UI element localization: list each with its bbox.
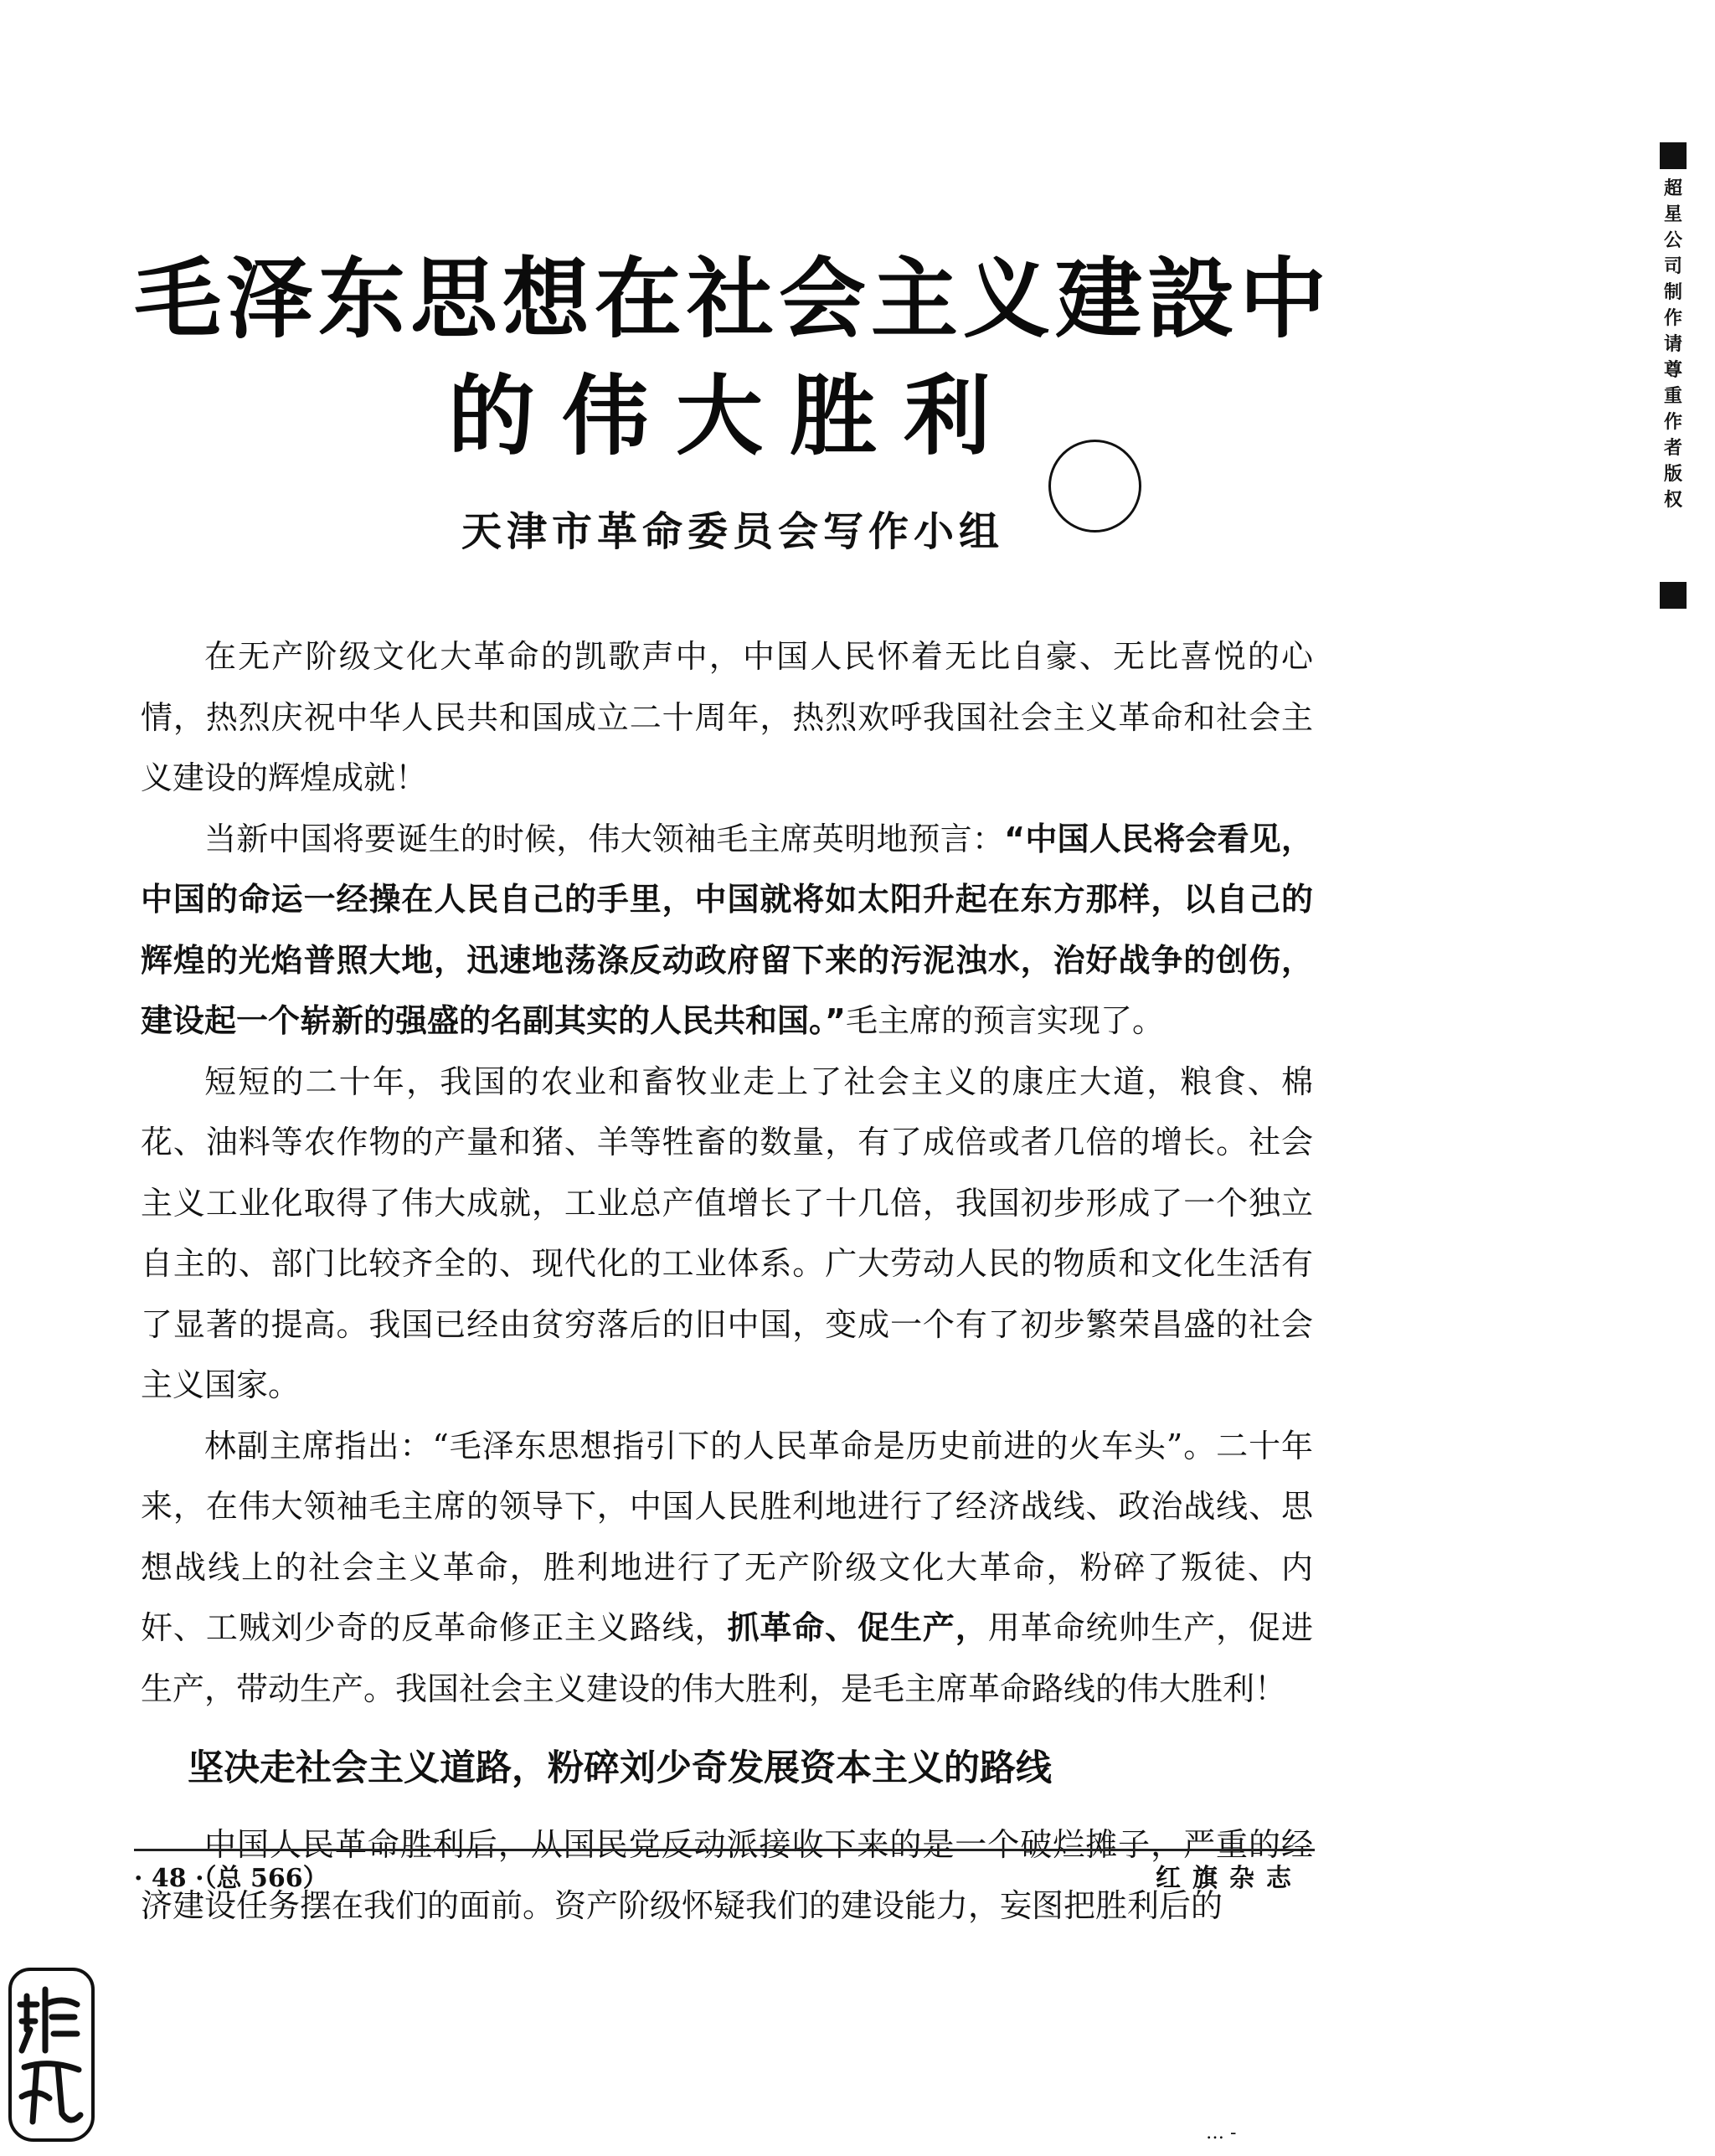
title-line-1: 毛泽东思想在社会主义建設中 (133, 248, 1331, 350)
paragraph-4-b: 用革命统帅生产，促进生产，带动生产。我国社会主义建设的伟大胜利，是毛主席革命路线的伟大胜利！ (141, 1609, 1313, 1707)
paragraph-5: 中国人民革命胜利后，从国民党反动派接收下来的是一个破烂摊子，严重的经济建设任务摆在我们的面前。资产阶级怀疑我们的建设能力，妄图把胜利后的 (141, 1826, 1313, 1924)
paragraph-2 (141, 809, 1313, 1052)
paragraph-1: 在无产阶级文化大革命的凯歌声中，中国人民怀着无比自豪、无比喜悦的心情，热烈庆祝中华人民共和国成立二十周年，热烈欢呼我国社会主义革命和社会主义建设的辉煌成就！ (141, 638, 1313, 796)
seal-glyph (12, 1971, 91, 2138)
copyright-strip (1656, 126, 1690, 594)
article-body (141, 626, 1313, 1936)
library-seal (8, 1968, 95, 2142)
strip-bar-bottom (1660, 582, 1687, 609)
page-number: · 48 ·（总 566） (134, 1864, 328, 1893)
byline: 天津市革命委员会写作小组 (461, 508, 1004, 555)
mao-quote: “中国人民将会看见，中国的命运一经操在人民自己的手里，中国就将如太阳升起在东方那样，以自己的辉煌的光焰普照大地，迅速地荡涤反动政府留下来的污泥浊水，治好战争的创伤，建设起一个崭新的强盛的名副其实的人民共和国。” (141, 820, 1313, 1039)
paragraph-2-tail: 毛主席的预言实现了。 (845, 1002, 1164, 1039)
footer-rule (134, 1849, 1315, 1851)
copyright-text: 超星公司制作请尊重作者版权 (1663, 178, 1682, 511)
strip-bar-top (1660, 142, 1687, 169)
journal-name: 红旗杂志 (1156, 1864, 1303, 1893)
paragraph-4-a: 林副主席指出：“毛泽东思想指引下的人民革命是历史前进的火车头”。二十年来，在伟大领袖毛主席的领导下，中国人民胜利地进行了经济战线、政治战线、思想战线上的社会主义革命，胜利地进行了无产阶级文化大革命，粉碎了叛徒、内奸、工贼刘少奇的反革命修正主义路线， (141, 1427, 1313, 1646)
paragraph-4 (141, 1416, 1313, 1720)
paragraph-3: 短短的二十年，我国的农业和畜牧业走上了社会主义的康庄大道，粮食、棉花、油料等农作物的产量和猪、羊等牲畜的数量，有了成倍或者几倍的增长。社会主义工业化取得了伟大成就，工业总产值增长了十几倍，我国初步形成了一个独立自主的、部门比较齐全的、现代化的工业体系。广大劳动人民的物质和文化生活有了显著的提高。我国已经由贫穷落后的旧中国，变成一个有了初步繁荣昌盛的社会主义国家。 (141, 1063, 1313, 1403)
section-subheading: 坚决走社会主义道路，粉碎刘少奇发展资本主义的路线 (188, 1747, 1052, 1789)
paragraph-2-intro: 当新中国将要诞生的时候，伟大领袖毛主席英明地预言： (204, 820, 1005, 857)
title-line-2: 的伟大胜利 (447, 365, 1017, 467)
paragraph-4-bold: 抓革命、促生产， (727, 1609, 988, 1646)
scan-mark: … - (1206, 2123, 1237, 2143)
